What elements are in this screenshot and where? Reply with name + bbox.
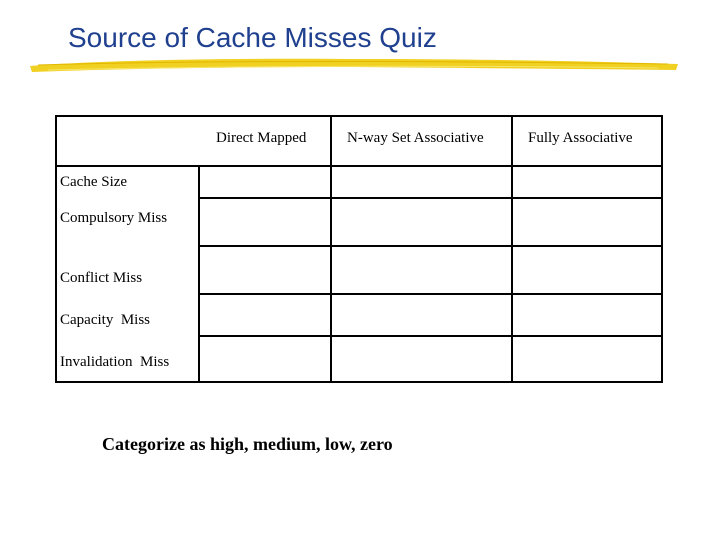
row-divider-5 xyxy=(200,335,661,337)
row-divider-1 xyxy=(57,165,661,167)
row-header-conflict-miss: Conflict Miss xyxy=(60,270,143,286)
row-header-invalidation-miss: Invalidation Miss xyxy=(60,354,170,370)
instruction-note: Categorize as high, medium, low, zero xyxy=(102,434,393,454)
row-header-capacity-miss: Capacity Miss xyxy=(60,312,150,328)
column-header-n-way-set-associative: N-way Set Associative xyxy=(347,130,484,146)
col-divider-3 xyxy=(511,117,513,381)
column-header-fully-associative: Fully Associative xyxy=(528,130,633,146)
quiz-table xyxy=(55,115,663,383)
row-divider-3 xyxy=(200,245,661,247)
column-header-direct-mapped: Direct Mapped xyxy=(216,130,307,146)
col-divider-2 xyxy=(330,117,332,381)
row-header-cache-size: Cache Size xyxy=(60,174,128,190)
slide-title: Source of Cache Misses Quiz xyxy=(68,22,437,53)
title-underline xyxy=(28,54,680,76)
row-divider-2 xyxy=(200,197,661,199)
row-divider-4 xyxy=(200,293,661,295)
row-header-compulsory-miss: Compulsory Miss xyxy=(60,210,168,226)
